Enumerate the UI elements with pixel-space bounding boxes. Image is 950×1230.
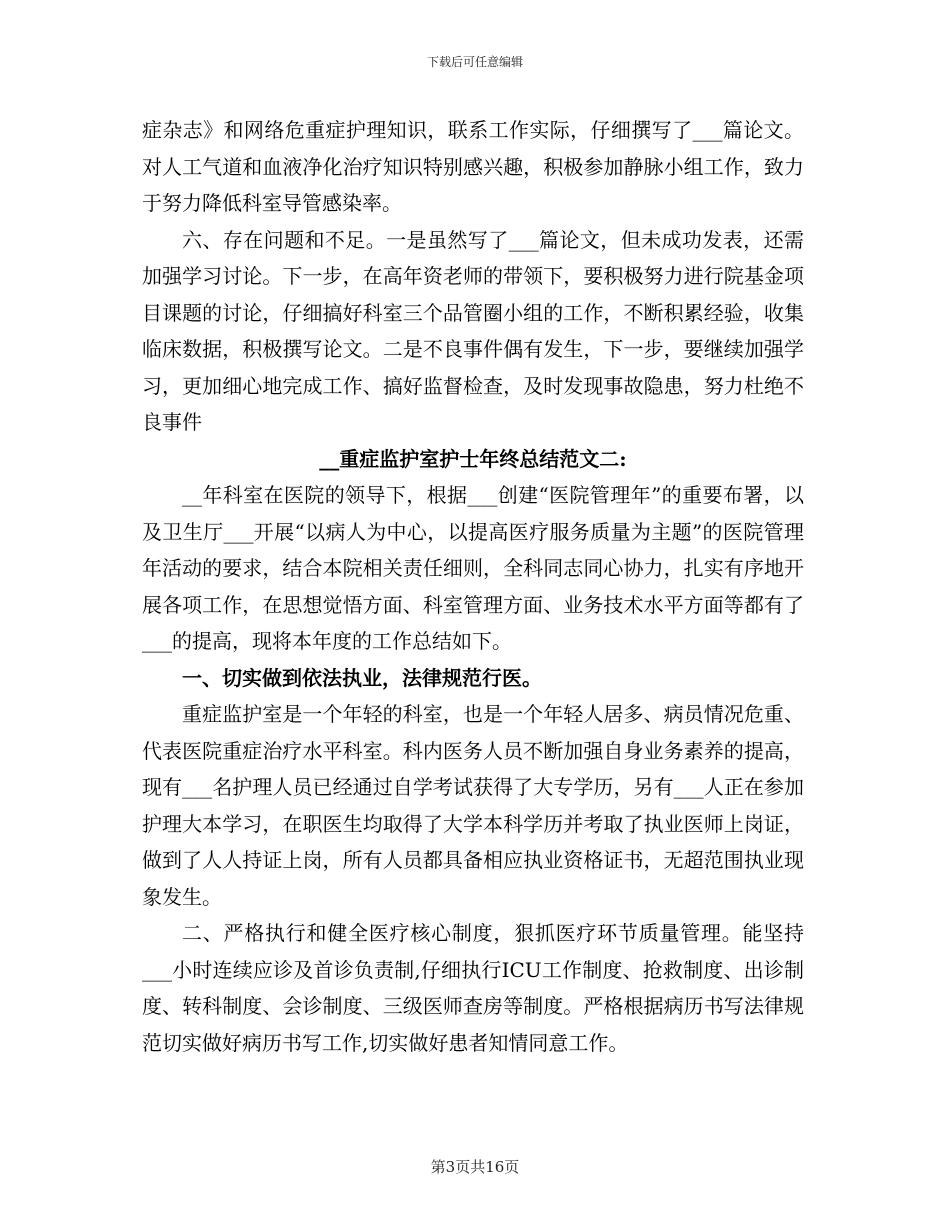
page-number: 第3页共16页: [430, 1158, 520, 1176]
document-body: [142, 112, 804, 1061]
header-note: 下载后可任意编辑: [426, 55, 523, 69]
paragraph-rules: 二、严格执行和健全医疗核心制度，狠抓医疗环节质量管理。能坚持___小时连续应诊及首诊负责制,仔细执行ICU工作制度、抢救制度、出诊制度、转科制度、会诊制度、三级医师查房等制度。严格根据病历书写法律规范切实做好病历书写工作,切实做好患者知情同意工作。: [142, 921, 804, 1055]
paragraph-continuation: 症杂志》和网络危重症护理知识，联系工作实际，仔细撰写了___篇论文。对人工气道和血液净化治疗知识特别感兴趣，积极参加静脉小组工作，致力于努力降低科室导管感染率。: [142, 118, 804, 215]
paragraph-intro: __年科室在医院的领导下，根据___创建“医院管理年”的重要布署，以及卫生厅___开展“以病人为中心，以提高医疗服务质量为主题”的医院管理年活动的要求，结合本院相关责任细则，全科同志同心协力，扎实有序地开展各项工作，在思想觉悟方面、科室管理方面、业务技术水平方面等都有了___的提高，现将本年度的工作总结如下。: [142, 483, 804, 653]
paragraph-icu: 重症监护室是一个年轻的科室，也是一个年轻人居多、病员情况危重、代表医院重症治疗水平科室。科内医务人员不断加强自身业务素养的提高，现有___名护理人员已经通过自学考试获得了大专学历，另有___人正在参加护理大本学习，在职医生均取得了大学本科学历并考取了执业医师上岗证，做到了人人持证上岗，所有人员都具备相应执业资格证书，无超范围执业现象发生。: [142, 702, 804, 909]
heading-one: 一、切实做到依法执业，法律规范行医。: [182, 665, 542, 690]
paragraph-problems: 六、存在问题和不足。一是虽然写了___篇论文，但未成功发表，还需加强学习讨论。下一步，在高年资老师的带领下，要积极努力进行院基金项目课题的讨论，仔细搞好科室三个品管圈小组的工作，不断积累经验，收集临床数据，积极撰写论文。二是不良事件偶有发生，下一步，要继续加强学习，更加细心地完成工作、搞好监督检查，及时发现事故隐患，努力杜绝不良事件: [142, 227, 804, 434]
section-title: __重症监护室护士年终总结范文二:: [319, 446, 627, 471]
